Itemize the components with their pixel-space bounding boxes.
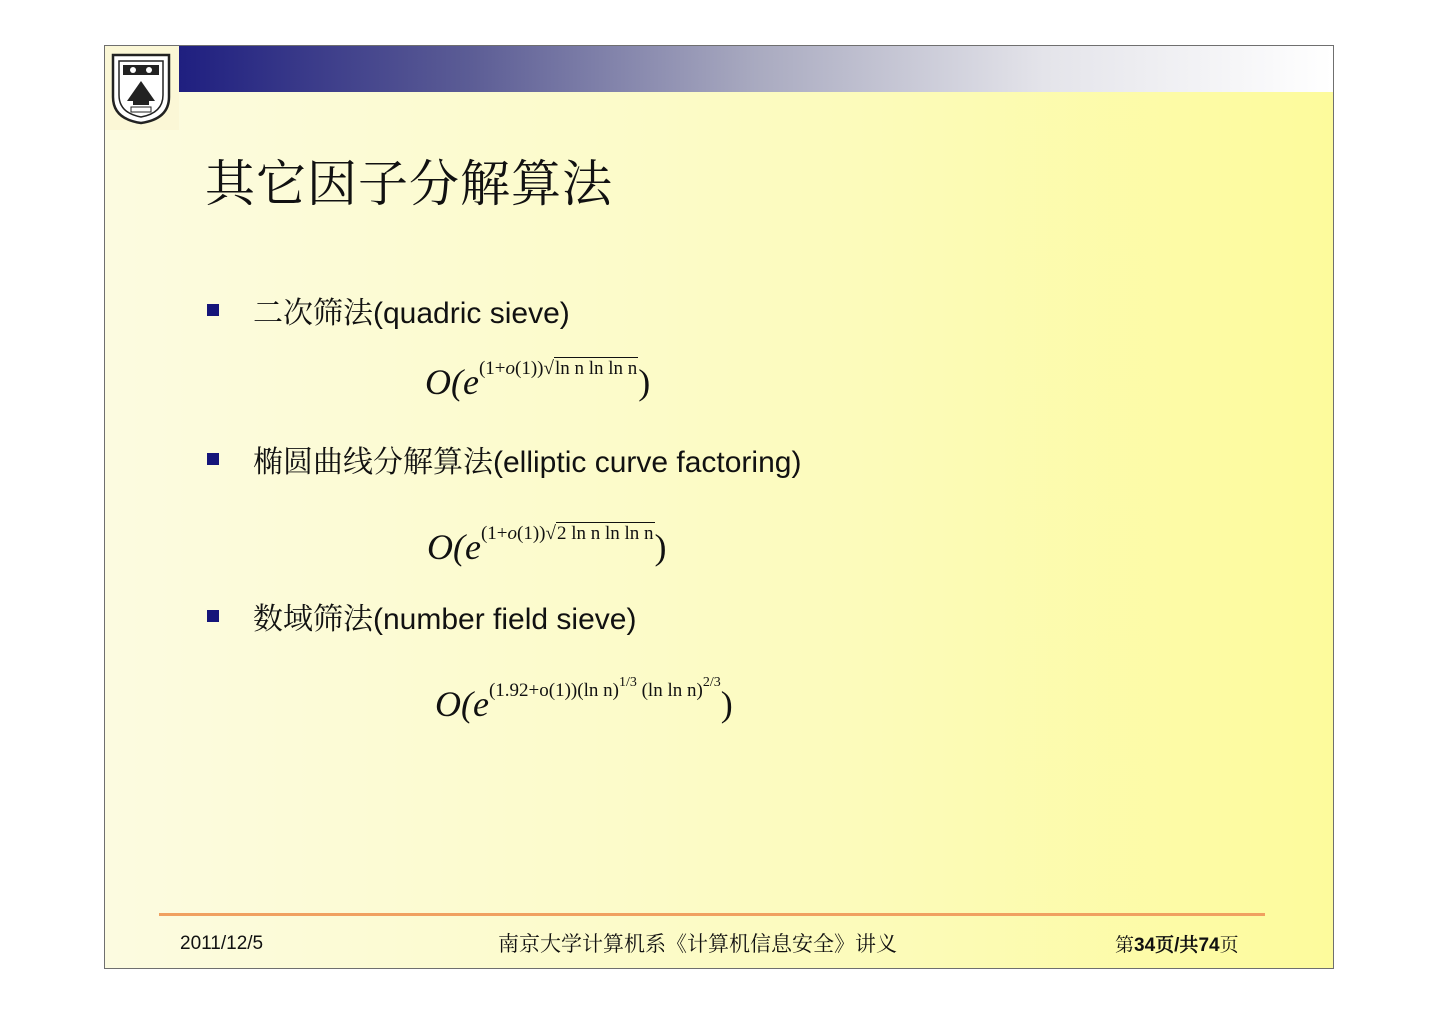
page-mid: 页/共 xyxy=(1155,935,1199,956)
formula-exp-2: (ln ln n) xyxy=(641,680,703,701)
footer-date: 2011/12/5 xyxy=(180,933,264,954)
formula-O: O( xyxy=(427,527,465,567)
header-gradient-bar xyxy=(179,46,1333,92)
page-prefix: 第 xyxy=(1115,935,1135,956)
formula-exp-mid: (1)) xyxy=(517,523,546,544)
slide-title: 其它因子分解算法 xyxy=(205,155,613,213)
bullet-square-icon xyxy=(207,304,219,316)
bullet-square-icon xyxy=(207,453,219,465)
bullet-item-quadratic-sieve xyxy=(207,288,570,332)
formula-close: ) xyxy=(638,362,651,402)
formula-e: e xyxy=(463,362,479,402)
bullet-square-icon xyxy=(207,610,219,622)
formula-power-2: 2/3 xyxy=(702,674,721,690)
formula-close: ) xyxy=(654,527,667,567)
formula-exp-o: o xyxy=(505,358,516,379)
page-total: 74 xyxy=(1198,935,1220,956)
formula-exp-pre: (1+ xyxy=(480,523,508,544)
bullet-item-number-field-sieve xyxy=(207,594,636,638)
formula-elliptic-curve: O(e(1+o(1))√2 ln n ln ln n) xyxy=(427,523,667,567)
footer-divider xyxy=(159,913,1265,916)
formula-exp: (1.92+o(1))(ln n) xyxy=(488,680,619,701)
footer-course-title: 南京大学计算机系《计算机信息安全》讲义 xyxy=(498,932,897,956)
page-current: 34 xyxy=(1134,935,1156,956)
formula-quadratic-sieve: O(e(1+o(1))√ln n ln ln n) xyxy=(425,358,651,402)
university-crest-icon xyxy=(105,46,179,130)
formula-number-field-sieve xyxy=(435,674,733,724)
formula-power-1: 1/3 xyxy=(618,674,637,690)
bullet-label: 椭圆曲线分解算法(elliptic curve factoring) xyxy=(253,446,802,479)
bullet-label: 数域筛法(number field sieve) xyxy=(253,603,637,636)
bullet-item-elliptic-curve xyxy=(207,437,801,481)
formula-e: e xyxy=(465,527,481,567)
bullet-label: 二次筛法(quadric sieve) xyxy=(253,297,570,330)
formula-O: O( xyxy=(435,684,473,724)
formula-sqrt: ln n ln ln n xyxy=(554,358,638,379)
formula-exp-o: o xyxy=(507,523,518,544)
formula-exp-pre: (1+ xyxy=(478,358,506,379)
formula-exp-mid: (1)) xyxy=(515,358,544,379)
slide xyxy=(104,45,1334,969)
formula-sqrt: 2 ln n ln ln n xyxy=(556,523,654,544)
formula-e: e xyxy=(473,684,489,724)
footer-page-number xyxy=(1115,930,1239,957)
formula-O: O( xyxy=(425,362,463,402)
formula-close: ) xyxy=(720,684,733,724)
page-suffix: 页 xyxy=(1219,935,1239,956)
